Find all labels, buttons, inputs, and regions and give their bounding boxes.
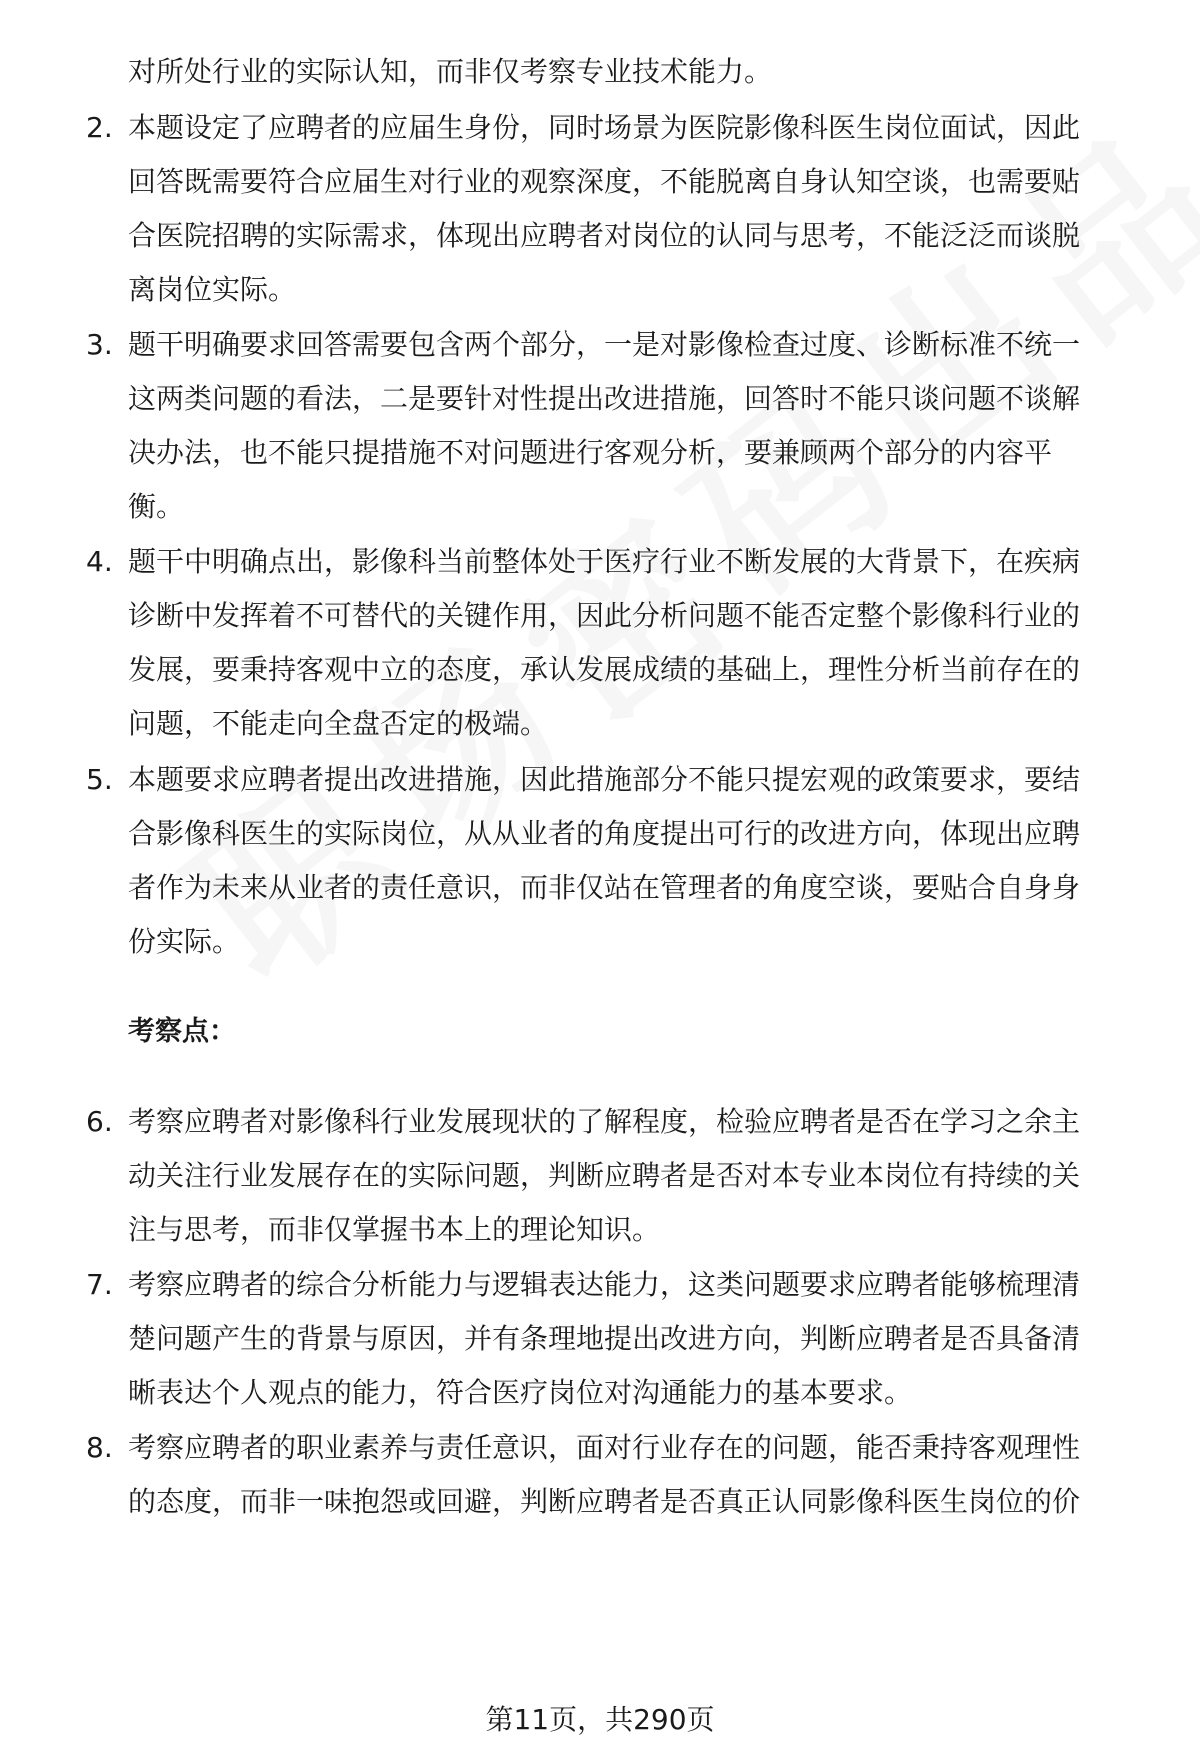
intro-line: 对所处行业的实际认知，而非仅考察专业技术能力。 bbox=[128, 55, 773, 88]
list-item-line: 动关注行业发展存在的实际问题，判断应聘者是否对本专业本岗位有持续的关 bbox=[128, 1159, 1081, 1192]
list-item-line: 考察应聘者对影像科行业发展现状的了解程度，检验应聘者是否在学习之余主 bbox=[128, 1105, 1081, 1138]
list-item-line: 本题要求应聘者提出改进措施，因此措施部分不能只提宏观的政策要求，要结 bbox=[128, 763, 1081, 796]
list-item-line: 诊断中发挥着不可替代的关键作用，因此分析问题不能否定整个影像科行业的 bbox=[128, 599, 1081, 632]
list-item-line: 份实际。 bbox=[128, 925, 241, 958]
page-number-footer: 第11页，共290页 bbox=[485, 1703, 715, 1736]
list-item-line: 楚问题产生的背景与原因，并有条理地提出改进方向，判断应聘者是否具备清 bbox=[128, 1322, 1081, 1355]
list-item-line: 这两类问题的看法，二是要针对性提出改进措施，回答时不能只谈问题不谈解 bbox=[128, 382, 1081, 415]
list-item-line: 决办法，也不能只提措施不对问题进行客观分析，要兼顾两个部分的内容平 bbox=[128, 436, 1053, 469]
list-item-number: 8. bbox=[86, 1431, 113, 1464]
list-item-number: 2. bbox=[86, 111, 113, 144]
list-item-line: 考察应聘者的职业素养与责任意识，面对行业存在的问题，能否秉持客观理性 bbox=[128, 1431, 1081, 1464]
list-item-line: 考察应聘者的综合分析能力与逻辑表达能力，这类问题要求应聘者能够梳理清 bbox=[128, 1268, 1081, 1301]
list-item-number: 5. bbox=[86, 763, 113, 796]
list-item-number: 3. bbox=[86, 328, 113, 361]
list-item-number: 4. bbox=[86, 545, 113, 578]
list-item-line: 发展，要秉持客观中立的态度，承认发展成绩的基础上，理性分析当前存在的 bbox=[128, 653, 1081, 686]
list-item-line: 注与思考，而非仅掌握书本上的理论知识。 bbox=[128, 1213, 661, 1246]
list-item-number: 6. bbox=[86, 1105, 113, 1138]
list-item-line: 问题，不能走向全盘否定的极端。 bbox=[128, 707, 549, 740]
list-item-number: 7. bbox=[86, 1268, 113, 1301]
section-heading: 考察点： bbox=[128, 1016, 236, 1047]
list-item-line: 离岗位实际。 bbox=[128, 273, 297, 306]
list-item-line: 衡。 bbox=[128, 490, 185, 523]
list-item-line: 题干明确要求回答需要包含两个部分，一是对影像检查过度、诊断标准不统一 bbox=[128, 328, 1081, 361]
list-item-line: 题干中明确点出，影像科当前整体处于医疗行业不断发展的大背景下，在疾病 bbox=[128, 545, 1081, 578]
list-item-line: 的态度，而非一味抱怨或回避，判断应聘者是否真正认同影像科医生岗位的价 bbox=[128, 1485, 1081, 1518]
list-item-line: 者作为未来从业者的责任意识，而非仅站在管理者的角度空谈，要贴合自身身 bbox=[128, 871, 1081, 904]
list-item-line: 本题设定了应聘者的应届生身份，同时场景为医院影像科医生岗位面试，因此 bbox=[128, 111, 1081, 144]
list-item-line: 回答既需要符合应届生对行业的观察深度，不能脱离自身认知空谈，也需要贴 bbox=[128, 165, 1081, 198]
list-item-line: 合医院招聘的实际需求，体现出应聘者对岗位的认同与思考，不能泛泛而谈脱 bbox=[128, 219, 1081, 252]
list-item-line: 晰表达个人观点的能力，符合医疗岗位对沟通能力的基本要求。 bbox=[128, 1376, 913, 1409]
list-item-line: 合影像科医生的实际岗位，从从业者的角度提出可行的改进方向，体现出应聘 bbox=[128, 817, 1081, 850]
